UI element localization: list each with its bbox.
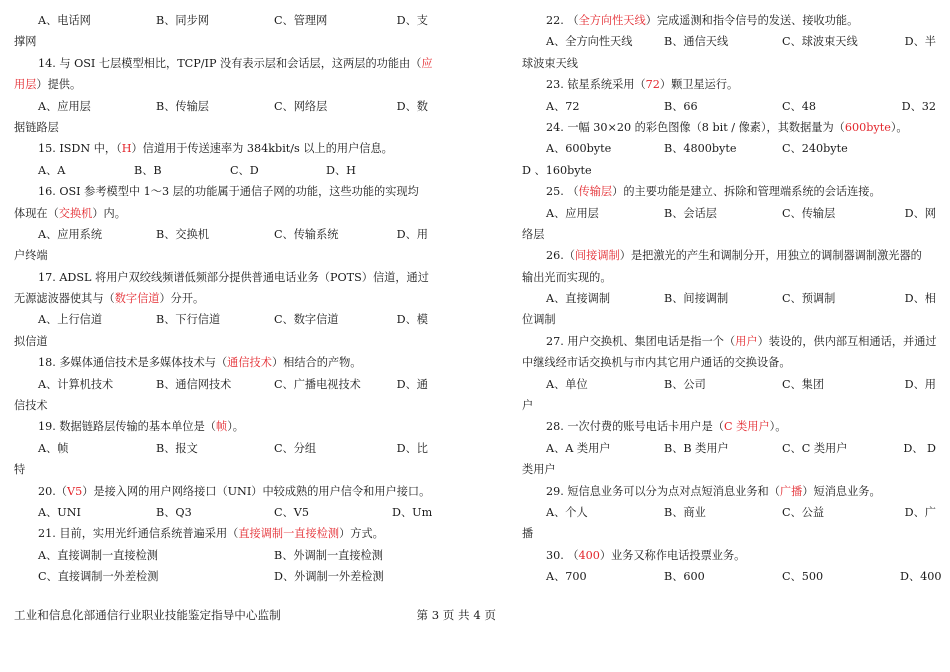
q29-option-d: D、广 — [904, 505, 936, 519]
q15-options — [14, 160, 428, 181]
q26-question: 26.（间接调制）是把激光的产生和调制分开，用独立的调制器调制激光器的 — [546, 249, 922, 263]
q16-question-cont: 体现在（交换机）内。 — [14, 206, 126, 220]
q28-option-d: D、 D — [903, 441, 936, 455]
q30-option-d: D、400 — [900, 570, 942, 584]
q23-option-a: A、72 — [546, 99, 580, 113]
q28-option-a: A、A 类用户 — [546, 441, 611, 455]
q18-option-c: C、广播电视技术 — [274, 377, 361, 391]
q14-option-wrap: 据链路层 — [14, 120, 59, 134]
q29-options — [522, 502, 936, 523]
q23-option-d: D、32 — [901, 99, 936, 113]
q28-option-wrap: 类用户 — [522, 463, 556, 477]
q17-answer: 数字信道 — [114, 292, 160, 306]
q22-option-c: C、球波束天线 — [782, 35, 858, 49]
q13-option-d: D、支 — [396, 14, 428, 27]
q14-question: 14. 与 OSI 七层模型相比，TCP/IP 没有表示层和会话层，这两层的功能由（应 — [38, 56, 433, 70]
q26-option-a: A、直接调制 — [546, 292, 611, 306]
q27-question-cont: 中继线经市话交换机与市内其它用户通话的交换设备。 — [522, 356, 791, 370]
q22-answer: 全方向性天线 — [578, 14, 646, 27]
q22-option-b: B、通信天线 — [664, 35, 729, 49]
q18-question: 18. 多媒体通信技术是多媒体技术与（通信技术）相结合的产物。 — [38, 356, 362, 370]
footer-organization: 工业和信息化部通信行业职业技能鉴定指导中心监制 — [14, 608, 281, 622]
q18-answer: 通信技术 — [227, 356, 272, 370]
q23-answer: 72 — [645, 78, 660, 92]
q16-options — [14, 224, 428, 245]
q17-option-a: A、上行信道 — [38, 313, 103, 327]
q17-option-d: D、模 — [396, 313, 428, 327]
q24-question: 24. 一幅 30×20 的彩色图像（8 bit / 像素），其数据量为（600byte）。 — [546, 120, 908, 134]
q15-option-a: A、A — [38, 163, 66, 177]
q27-option-b: B、公司 — [664, 377, 706, 391]
q24-option-a: A、600byte — [546, 142, 612, 156]
q27-option-d: D、用 — [904, 377, 936, 391]
q16-option-d: D、用 — [396, 227, 428, 241]
q25-option-b: B、会话层 — [664, 206, 717, 220]
q21-option-b: B、外调制一直接检测 — [274, 548, 383, 562]
q21-option-c: C、直接调制一外差检测 — [38, 570, 159, 584]
q20-option-d: D、Um — [392, 505, 433, 519]
q20-option-a: A、UNI — [38, 505, 81, 519]
q14-answer-part1: 应 — [421, 56, 433, 70]
q13-options — [14, 10, 428, 31]
q29-option-wrap: 播 — [522, 527, 534, 541]
q27-options — [522, 374, 936, 395]
q17-option-b: B、下行信道 — [156, 313, 221, 327]
q28-options — [522, 438, 936, 459]
q21-answer: 直接调制一直接检测 — [238, 527, 340, 541]
q26-options — [522, 288, 936, 309]
q23-options — [522, 96, 936, 117]
q18-option-b: B、通信网技术 — [156, 377, 232, 391]
q25-option-a: A、应用层 — [546, 206, 599, 220]
q20-question: 20.（V5）是接入网的用户网络接口（UNI）中较成熟的用户信令和用户接口。 — [38, 484, 431, 498]
page-footer — [14, 607, 496, 623]
q25-option-wrap: 络层 — [522, 227, 545, 241]
q19-option-wrap: 特 — [14, 463, 26, 477]
q27-option-a: A、单位 — [546, 377, 588, 391]
q21-option-a: A、直接调制一直接检测 — [38, 548, 158, 562]
q20-option-b: B、Q3 — [156, 505, 192, 519]
q30-answer: 400 — [578, 548, 600, 562]
q21-option-d: D、外调制一外差检测 — [274, 570, 384, 584]
q13-option-b: B、同步网 — [156, 14, 209, 27]
q24-options — [522, 138, 936, 159]
q21-question: 21. 目前，实用光纤通信系统普遍采用（直接调制一直接检测）方式。 — [38, 527, 384, 541]
q18-option-a: A、计算机技术 — [38, 377, 114, 391]
right-column — [522, 10, 942, 588]
q22-options — [522, 31, 936, 52]
q28-option-c: C、C 类用户 — [782, 441, 848, 455]
q26-question-cont: 输出光而实现的。 — [522, 270, 612, 284]
q21-options-row2 — [14, 566, 428, 587]
q28-answer: C 类用户 — [723, 420, 770, 434]
q26-option-d: D、相 — [904, 292, 936, 306]
q27-answer: 用户 — [735, 334, 758, 348]
q19-option-b: B、报文 — [156, 441, 198, 455]
q26-answer: 间接调制 — [574, 249, 620, 263]
q14-options — [14, 96, 428, 117]
q20-answer: V5 — [66, 484, 83, 498]
q29-option-c: C、公益 — [782, 505, 825, 519]
q30-option-a: A、700 — [546, 570, 587, 584]
q14-option-a: A、应用层 — [38, 99, 91, 113]
q19-option-c: C、分组 — [274, 441, 317, 455]
q16-option-b: B、交换机 — [156, 227, 209, 241]
q16-question: 16. OSI 参考模型中 1～3 层的功能属于通信子网的功能，这些功能的实现均 — [38, 185, 419, 199]
left-column — [14, 10, 433, 588]
q25-option-d: D、网 — [904, 206, 936, 220]
q16-option-a: A、应用系统 — [38, 227, 103, 241]
q14-option-d: D、数 — [396, 99, 428, 113]
q17-question: 17. ADSL 将用户双绞线频谱低频部分提供普通电话业务（POTS）信道，通过 — [38, 270, 429, 284]
q18-option-wrap: 信技术 — [14, 399, 48, 413]
q13-option-c: C、管理网 — [274, 14, 328, 27]
q14-answer-part2: 用层 — [14, 78, 37, 92]
q19-option-a: A、帧 — [38, 441, 69, 455]
q20-option-c: C、V5 — [274, 505, 309, 519]
q16-option-c: C、传输系统 — [274, 227, 339, 241]
q30-option-b: B、600 — [664, 570, 705, 584]
q15-question: 15. ISDN 中，（H）信道用于传送速率为 384kbit/s 以上的用户信息。 — [38, 142, 393, 156]
q15-option-c: C、D — [230, 163, 259, 177]
q30-options — [522, 566, 942, 587]
q17-question-cont: 无源滤波器使其与（数字信道）分开。 — [14, 292, 205, 306]
footer-page-number: 第 3 页 共 4 页 — [416, 608, 496, 622]
q29-answer: 广播 — [779, 484, 803, 498]
q15-option-b: B、B — [134, 163, 162, 177]
q15-answer: H — [121, 142, 132, 156]
q22-question: 22. （全方向性天线）完成遥测和指令信号的发送、接收功能。 — [546, 14, 859, 27]
q22-option-wrap: 球波束天线 — [522, 56, 578, 70]
q18-options — [14, 374, 428, 395]
q26-option-wrap: 位调制 — [522, 313, 556, 327]
q25-question: 25. （传输层）的主要功能是建立、拆除和管理端系统的会话连接。 — [546, 185, 881, 199]
q17-option-wrap: 拟信道 — [14, 334, 48, 348]
q14-question-cont: 用层）提供。 — [14, 78, 82, 92]
q27-option-wrap: 户 — [522, 399, 534, 413]
q17-option-c: C、数字信道 — [274, 313, 339, 327]
q29-option-b: B、商业 — [664, 505, 706, 519]
q22-option-a: A、全方向性天线 — [546, 35, 633, 49]
q24-option-c: C、240byte — [782, 142, 848, 156]
q17-options — [14, 309, 428, 330]
q28-question: 28. 一次付费的账号电话卡用户是（C 类用户）。 — [546, 420, 787, 434]
q30-question: 30. （400）业务又称作电话投票业务。 — [546, 548, 746, 562]
q16-option-wrap: 户终端 — [14, 249, 48, 263]
q19-answer: 帧 — [215, 420, 228, 434]
q29-option-a: A、个人 — [546, 505, 588, 519]
q29-question: 29. 短信息业务可以分为点对点短消息业务和（广播）短消息业务。 — [546, 484, 881, 498]
q23-option-c: C、48 — [782, 99, 816, 113]
q22-option-d: D、半 — [904, 35, 936, 49]
q23-question: 23. 铱星系统采用（72）颗卫星运行。 — [546, 78, 739, 92]
q26-option-b: B、间接调制 — [664, 292, 729, 306]
q15-option-d: D、H — [326, 163, 356, 177]
q14-option-c: C、网络层 — [274, 99, 328, 113]
q14-option-b: B、传输层 — [156, 99, 209, 113]
q13-option-a: A、电话网 — [38, 14, 91, 27]
q28-option-b: B、B 类用户 — [664, 441, 729, 455]
q13-option-wrap: 撑网 — [14, 35, 37, 49]
q19-options — [14, 438, 428, 459]
q24-answer: 600byte — [844, 120, 891, 134]
q23-option-b: B、66 — [664, 99, 698, 113]
q27-question: 27. 用户交换机、集团电话是指一个（用户）装设的，供内部互相通话，并通过 — [546, 334, 937, 348]
q25-answer: 传输层 — [578, 185, 613, 199]
q25-options — [522, 203, 936, 224]
q26-option-c: C、预调制 — [782, 292, 836, 306]
q25-option-c: C、传输层 — [782, 206, 836, 220]
q21-options-row1 — [14, 545, 428, 566]
q19-option-d: D、比 — [396, 441, 428, 455]
q16-answer: 交换机 — [58, 206, 93, 220]
q20-options — [14, 502, 433, 523]
q24-option-d: D 、160byte — [522, 163, 592, 177]
q18-option-d: D、通 — [396, 377, 428, 391]
q27-option-c: C、集团 — [782, 377, 825, 391]
q19-question: 19. 数据链路层传输的基本单位是（帧）。 — [38, 420, 244, 434]
q24-option-b: B、4800byte — [664, 142, 737, 156]
q30-option-c: C、500 — [782, 570, 824, 584]
